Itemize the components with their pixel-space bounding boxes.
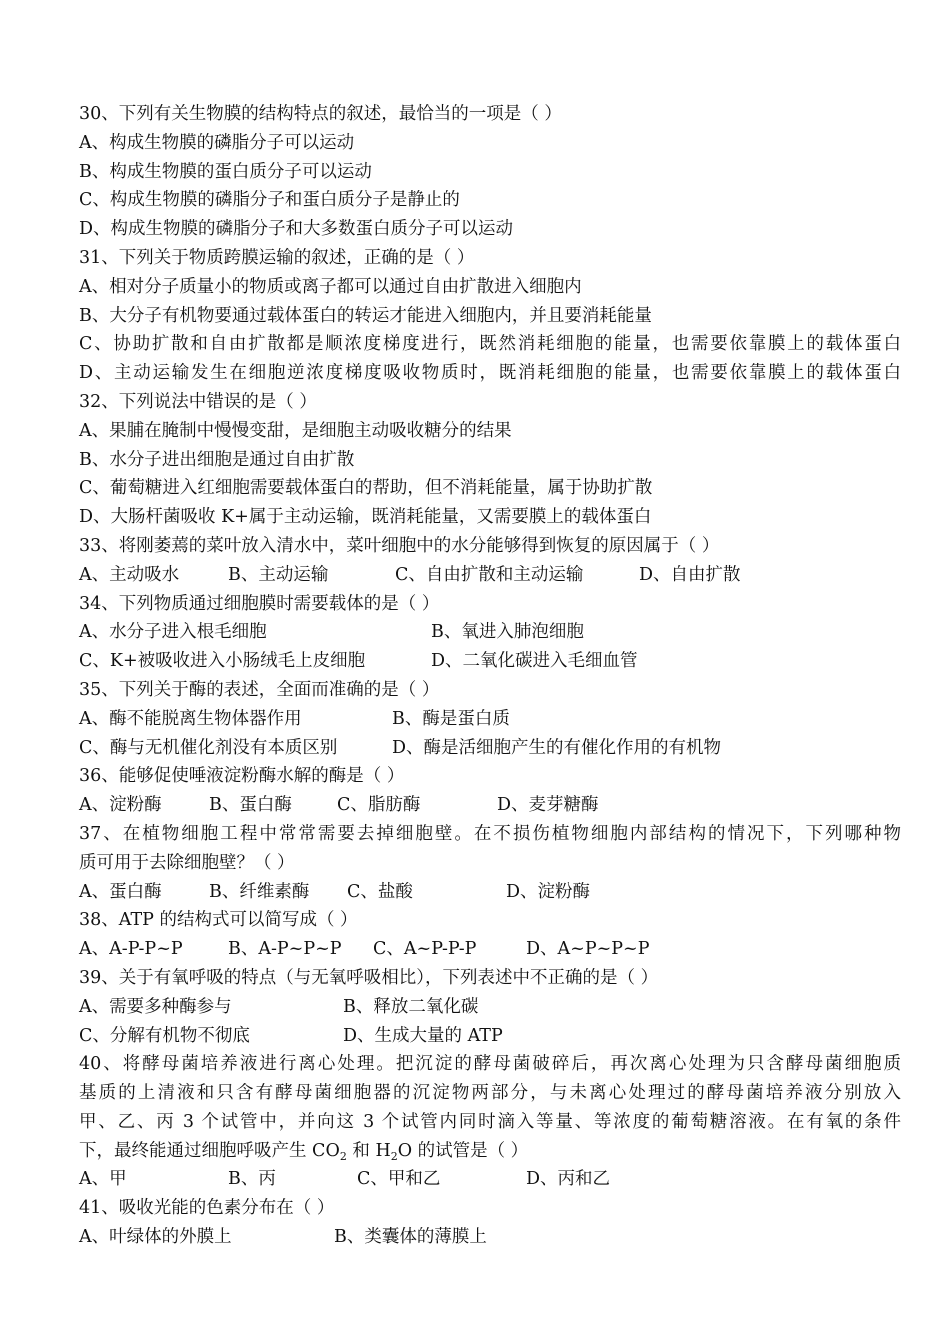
question-30-option-c: C、构成生物膜的磷脂分子和蛋白质分子是静止的 xyxy=(79,190,460,211)
question-34-stem: 34、下列物质通过细胞膜时需要载体的是（ ） xyxy=(79,593,440,614)
question-40-stem-text-c: O 的试管是（ ） xyxy=(397,1140,529,1161)
question-32-option-b: B、水分子进出细胞是通过自由扩散 xyxy=(79,449,355,470)
question-39-option-b: B、释放二氧化碳 xyxy=(343,996,479,1017)
question-31-option-d: D、主动运输发生在细胞逆浓度梯度吸收物质时，既消耗细胞的能量，也需要依靠膜上的载体蛋白 xyxy=(79,363,901,384)
co2-subscript: 2 xyxy=(339,1149,347,1163)
question-30-option-d: D、构成生物膜的磷脂分子和大多数蛋白质分子可以运动 xyxy=(79,219,514,240)
question-33-option-d: D、自由扩散 xyxy=(639,564,741,585)
question-40-stem-text-a: 下，最终能通过细胞呼吸产生 CO xyxy=(79,1140,340,1161)
question-33-option-c: C、自由扩散和主动运输 xyxy=(395,564,584,585)
question-36-option-c: C、脂肪酶 xyxy=(337,795,421,816)
question-34-option-d: D、二氧化碳进入毛细血管 xyxy=(431,651,638,672)
question-40-option-b: B、丙 xyxy=(228,1169,276,1190)
question-38-option-b: B、A-P~P~P xyxy=(228,939,342,960)
question-41-option-a: A、叶绿体的外膜上 xyxy=(79,1227,232,1248)
question-40-option-d: D、丙和乙 xyxy=(526,1169,611,1190)
question-35-options-row1 xyxy=(79,705,901,734)
question-34-option-b: B、氧进入肺泡细胞 xyxy=(431,622,584,643)
question-31-option-c: C、协助扩散和自由扩散都是顺浓度梯度进行，既然消耗细胞的能量，也需要依靠膜上的载体蛋白 xyxy=(79,334,901,355)
question-40-stem-line2: 基质的上清液和只含有酵母菌细胞器的沉淀物两部分，与未离心处理过的酵母菌培养液分别放入 xyxy=(79,1083,901,1104)
question-40-stem-line3: 甲、乙、丙 3 个试管中，并向这 3 个试管内同时滴入等量、等浓度的葡萄糖溶液。在有氧的条件 xyxy=(79,1111,901,1132)
question-31-option-b: B、大分子有机物要通过载体蛋白的转运才能进入细胞内，并且要消耗能量 xyxy=(79,305,652,326)
question-31-option-a: A、相对分子质量小的物质或离子都可以通过自由扩散进入细胞内 xyxy=(79,276,582,297)
question-33-stem: 33、将刚萎蔫的菜叶放入清水中，菜叶细胞中的水分能够得到恢复的原因属于（ ） xyxy=(79,535,720,556)
question-37-stem-line1: 37、在植物细胞工程中常常需要去掉细胞壁。在不损伤植物细胞内部结构的情况下，下列哪种物 xyxy=(79,823,901,844)
question-list xyxy=(79,100,901,1252)
question-30-stem: 30、下列有关生物膜的结构特点的叙述，最恰当的一项是（ ） xyxy=(79,104,562,124)
question-36-stem: 36、能够促使唾液淀粉酶水解的酶是（ ） xyxy=(79,766,405,787)
question-40-option-c: C、甲和乙 xyxy=(357,1169,441,1190)
question-40-options xyxy=(79,1165,901,1194)
question-34-options-row2 xyxy=(79,647,901,676)
question-35-option-b: B、酶是蛋白质 xyxy=(392,708,510,729)
question-35-option-d: D、酶是活细胞产生的有催化作用的有机物 xyxy=(392,737,722,758)
question-40-stem-line1: 40、将酵母菌培养液进行离心处理。把沉淀的酵母菌破碎后，再次离心处理为只含酵母菌细胞质 xyxy=(79,1054,901,1075)
question-32-option-a: A、果脯在腌制中慢慢变甜，是细胞主动吸收糖分的结果 xyxy=(79,420,512,441)
question-32-option-c: C、葡萄糖进入红细胞需要载体蛋白的帮助，但不消耗能量，属于协助扩散 xyxy=(79,478,653,499)
question-35-stem: 35、下列关于酶的表述，全面而准确的是（ ） xyxy=(79,679,440,700)
question-30-option-a: A、构成生物膜的磷脂分子可以运动 xyxy=(79,132,355,153)
question-36-option-a: A、淀粉酶 xyxy=(79,795,162,816)
question-33-option-a: A、主动吸水 xyxy=(79,564,180,585)
question-31-stem: 31、下列关于物质跨膜运输的叙述，正确的是（ ） xyxy=(79,247,475,268)
question-37-options xyxy=(79,878,901,907)
question-38-option-d: D、A~P~P~P xyxy=(526,939,650,960)
question-38-option-a: A、A-P-P~P xyxy=(79,939,183,960)
question-39-options-row1 xyxy=(79,993,901,1022)
question-33-option-b: B、主动运输 xyxy=(228,564,329,585)
question-35-option-c: C、酶与无机催化剂没有本质区别 xyxy=(79,737,338,758)
question-34-option-a: A、水分子进入根毛细胞 xyxy=(79,622,267,643)
question-39-options-row2 xyxy=(79,1022,901,1051)
question-32-option-d: D、大肠杆菌吸收 K+属于主动运输，既消耗能量，又需要膜上的载体蛋白 xyxy=(79,507,652,528)
question-38-options xyxy=(79,935,901,964)
question-36-option-b: B、蛋白酶 xyxy=(209,795,292,816)
question-33-options xyxy=(79,561,901,590)
question-37-option-d: D、淀粉酶 xyxy=(506,881,591,902)
question-37-option-c: C、盐酸 xyxy=(347,881,413,902)
question-39-stem: 39、关于有氧呼吸的特点（与无氧呼吸相比），下列表述中不正确的是（ ） xyxy=(79,967,659,988)
question-30-option-b: B、构成生物膜的蛋白质分子可以运动 xyxy=(79,161,372,182)
h2o-subscript: 2 xyxy=(390,1149,398,1163)
question-37-option-a: A、蛋白酶 xyxy=(79,881,162,902)
question-38-stem: 38、ATP 的结构式可以简写成（ ） xyxy=(79,910,358,931)
question-34-options-row1 xyxy=(79,618,901,647)
question-39-option-d: D、生成大量的 ATP xyxy=(343,1025,503,1046)
question-39-option-a: A、需要多种酶参与 xyxy=(79,996,232,1017)
question-35-option-a: A、酶不能脱离生物体器作用 xyxy=(79,708,302,729)
question-41-options xyxy=(79,1223,901,1252)
question-39-option-c: C、分解有机物不彻底 xyxy=(79,1025,250,1046)
question-40-stem-text-b: 和 H xyxy=(346,1140,391,1161)
question-41-stem: 41、吸收光能的色素分布在（ ） xyxy=(79,1198,335,1219)
question-41-option-b: B、类囊体的薄膜上 xyxy=(334,1227,487,1248)
question-40-option-a: A、甲 xyxy=(79,1169,127,1190)
question-34-option-c: C、K+被吸收进入小肠绒毛上皮细胞 xyxy=(79,651,366,672)
question-36-option-d: D、麦芽糖酶 xyxy=(497,795,599,816)
question-37-stem-line2: 质可用于去除细胞壁？（ ） xyxy=(79,852,295,873)
question-40-stem-line4 xyxy=(79,1137,901,1166)
question-37-option-b: B、纤维素酶 xyxy=(209,881,310,902)
question-35-options-row2 xyxy=(79,734,901,763)
question-38-option-c: C、A~P-P-P xyxy=(373,939,477,960)
question-36-options xyxy=(79,791,901,820)
question-32-stem: 32、下列说法中错误的是（ ） xyxy=(79,391,317,412)
